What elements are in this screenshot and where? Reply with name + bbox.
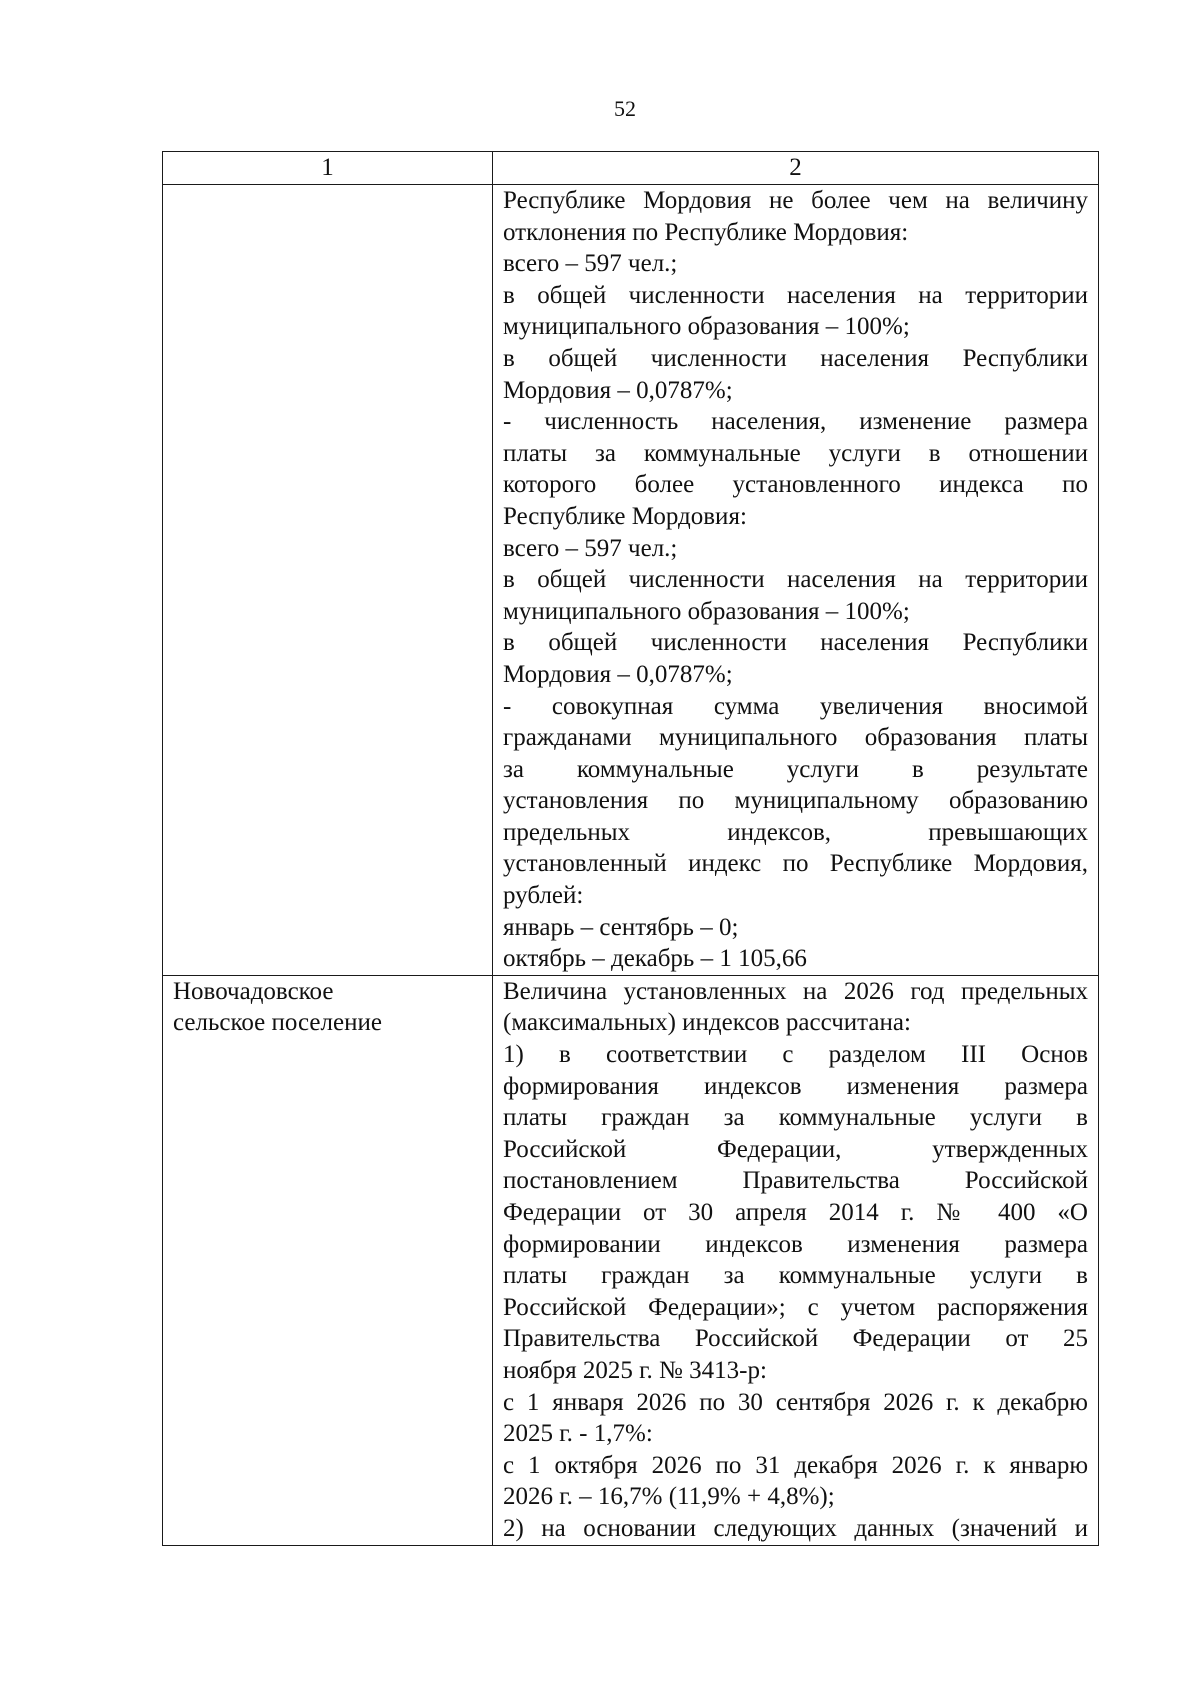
text-line: Мордовия – 0,0787%; (503, 660, 733, 688)
text-line: всего – 597 чел.; (503, 534, 678, 562)
text-line: в общей численности населения Республики (503, 344, 1088, 372)
text-line: октябрь – декабрь – 1 105,66 (503, 945, 807, 973)
text-line: отклонения по Республике Мордовия: (503, 218, 909, 246)
text-line: в общей численности населения на территории (503, 566, 1088, 594)
text-line: - численность населения, изменение размера (503, 408, 1088, 436)
text-line: гражданами муниципального образования платы (503, 724, 1088, 752)
text-line: ноября 2025 г. № 3413-р: (503, 1356, 767, 1384)
text-line: муниципального образования – 100%; (503, 313, 910, 341)
text-line: Республике Мордовия: (503, 502, 747, 530)
text-line: рублей: (503, 882, 584, 910)
text-line: платы граждан за коммунальные услуги в (503, 1104, 1088, 1132)
text-line: с 1 января 2026 по 30 сентября 2026 г. к декабрю (503, 1388, 1088, 1416)
text-line: установления по муниципальному образованию (503, 787, 1088, 815)
text-line: (максимальных) индексов рассчитана: (503, 1009, 911, 1037)
text-line: которого более установленного индекса по (503, 471, 1088, 499)
text-line: формировании индексов изменения размера (503, 1230, 1088, 1258)
municipality-cell (163, 185, 493, 976)
text-line: Правительства Российской Федерации от 25 (503, 1325, 1088, 1353)
municipality-name-line: сельское поселение (173, 1009, 382, 1037)
description-cell (493, 185, 1099, 976)
text-line: Федерации от 30 апреля 2014 г. № 400 «О (503, 1199, 1088, 1226)
text-line: с 1 октября 2026 по 31 декабря 2026 г. к январю (503, 1451, 1088, 1479)
text-line: Российской Федерации, утвержденных (503, 1135, 1088, 1163)
text-line: 1) в соответствии с разделом III Основ (503, 1041, 1088, 1069)
text-line: формирования индексов изменения размера (503, 1072, 1088, 1100)
text-line: постановлением Правительства Российской (503, 1167, 1088, 1195)
text-line: муниципального образования – 100%; (503, 597, 910, 625)
text-line: Республике Мордовия не более чем на величину (503, 187, 1088, 214)
column-header-1: 1 (163, 152, 493, 185)
table-header-row (163, 152, 1099, 185)
page-number: 52 (614, 96, 636, 121)
text-line: Российской Федерации»; с учетом распоряжения (503, 1293, 1088, 1321)
text-line: за коммунальные услуги в результате (503, 755, 1088, 783)
text-line: 2026 г. – 16,7% (11,9% + 4,8%); (503, 1483, 835, 1511)
text-line: Величина установленных на 2026 год предельных (503, 977, 1088, 1005)
text-line: в общей численности населения на территории (503, 281, 1088, 309)
text-line: всего – 597 чел.; (503, 250, 678, 278)
text-line: Мордовия – 0,0787%; (503, 376, 733, 404)
text-line: в общей численности населения Республики (503, 629, 1088, 657)
table-row (163, 185, 1099, 976)
description-cell (493, 975, 1099, 1545)
municipality-name-line: Новочадовское (173, 977, 334, 1005)
text-line: платы граждан за коммунальные услуги в (503, 1262, 1088, 1290)
text-line: предельных индексов, превышающих (503, 818, 1088, 846)
document-table (162, 151, 1099, 1546)
text-line: - совокупная сумма увеличения вносимой (503, 692, 1088, 720)
column-header-2: 2 (493, 152, 1099, 185)
municipality-cell (163, 975, 493, 1545)
text-line: январь – сентябрь – 0; (503, 913, 739, 941)
text-line: установленный индекс по Республике Мордовия, (503, 850, 1088, 878)
table-row (163, 975, 1099, 1545)
text-line: 2025 г. - 1,7%: (503, 1420, 653, 1448)
text-line: платы за коммунальные услуги в отношении (503, 439, 1088, 467)
text-line: 2) на основании следующих данных (значений и (503, 1514, 1088, 1542)
